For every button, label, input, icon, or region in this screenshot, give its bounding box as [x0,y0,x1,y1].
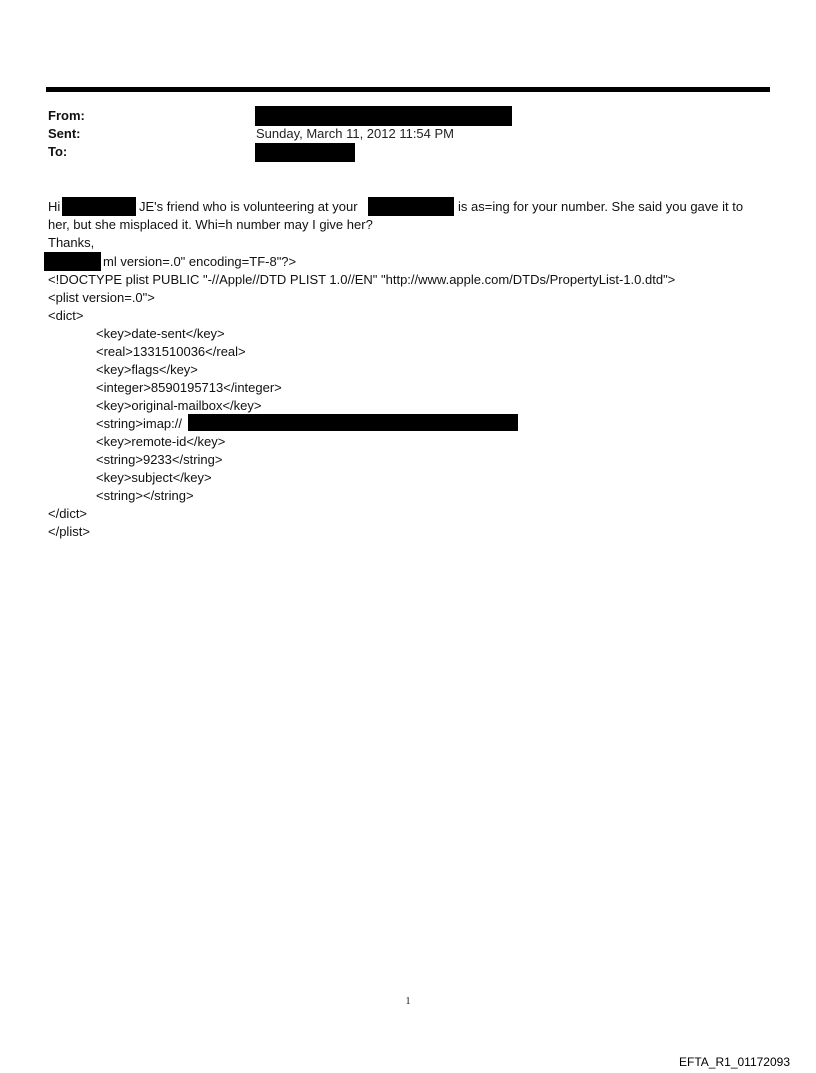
dict-item: <integer>8590195713</integer> [96,380,282,395]
signature-redaction [44,252,101,271]
from-label: From: [48,108,85,123]
greeting-end: is as=ing for your number. She said you gave it to [458,199,744,214]
thanks-line: Thanks, [48,235,95,250]
sent-value: Sunday, March 11, 2012 11:54 PM [256,126,455,141]
greeting-middle: JE's friend who is volunteering at your [139,199,358,214]
plist-close: </plist> [48,524,90,539]
mailbox-redaction [188,414,518,431]
plist-open: <plist version=.0"> [48,290,155,305]
sent-label: Sent: [48,126,81,141]
bates-number: EFTA_R1_01172093 [679,1055,790,1069]
header-rule [46,87,770,92]
dict-open: <dict> [48,308,84,323]
from-redaction [255,106,512,126]
dict-item: <key>date-sent</key> [96,326,225,341]
dict-item: <key>original-mailbox</key> [96,398,262,413]
greeting-hi: Hi [48,199,61,214]
dict-item: <string>9233</string> [96,452,223,467]
xml-declaration: ml version=.0" encoding=TF-8"?> [103,254,297,269]
doctype-line: <!DOCTYPE plist PUBLIC "-//Apple//DTD PLIST 1.0//EN" "http://www.apple.com/DTDs/PropertyList-1.0.dtd"> [48,272,676,287]
dict-item: <string>imap:// [96,416,182,431]
to-label: To: [48,144,68,159]
dict-close: </dict> [48,506,88,521]
body-line-2: her, but she misplaced it. Whi=h number may I give her? [48,217,373,232]
to-redaction [255,143,355,162]
dict-item: <string></string> [96,488,194,503]
name-redaction [62,197,136,216]
dict-item: <key>remote-id</key> [96,434,226,449]
place-redaction [368,197,454,216]
dict-item: <key>flags</key> [96,362,198,377]
dict-item: <key>subject</key> [96,470,212,485]
dict-item: <real>1331510036</real> [96,344,246,359]
page-number: 1 [405,996,411,1007]
